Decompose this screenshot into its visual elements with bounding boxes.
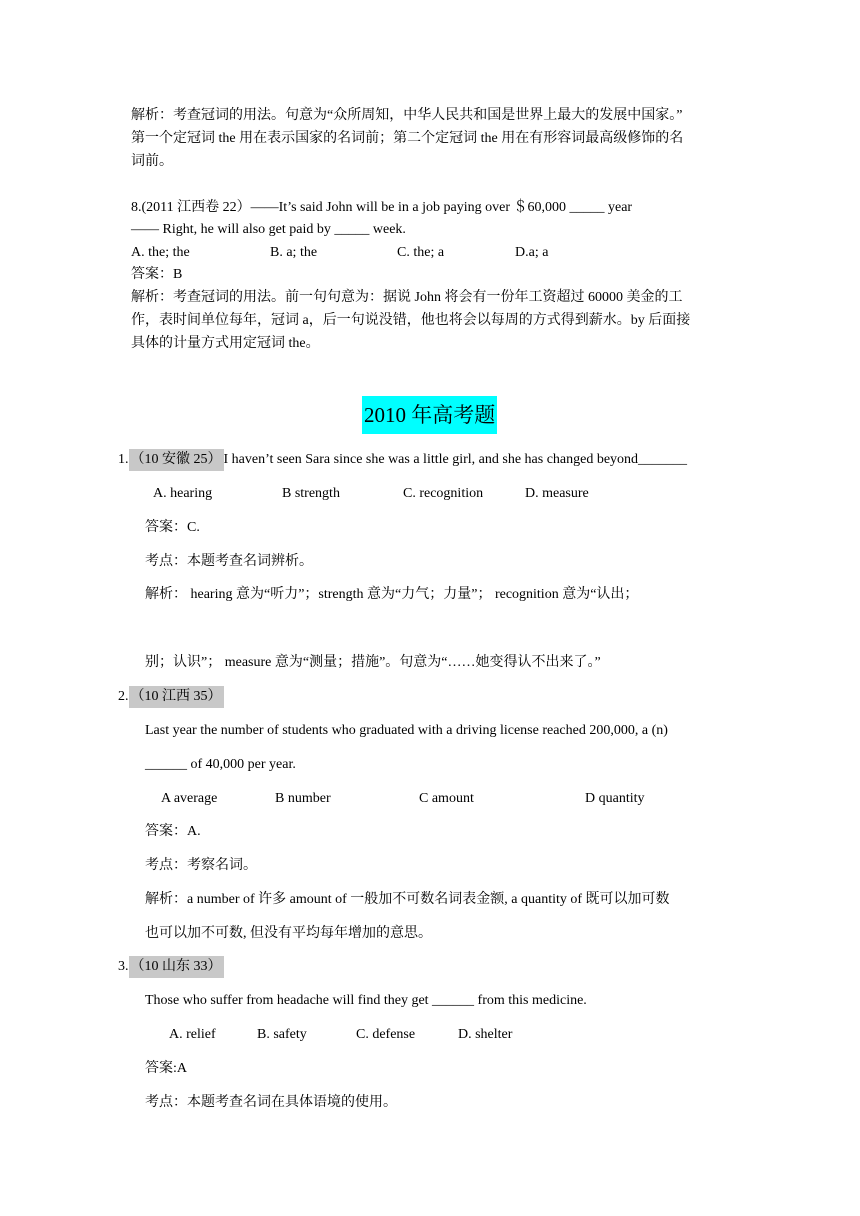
q3-option-a: A. relief: [169, 1027, 216, 1042]
q2-point: 考点：考察名词。: [145, 858, 257, 873]
q1-option-b: B strength: [282, 486, 340, 501]
q3-option-c: C. defense: [356, 1027, 416, 1042]
q1-analysis-line: 解析： hearing 意为“听力”；strength 意为“力气；力量”； recognition 意为“认出；: [145, 587, 639, 602]
q2-head-line: [118, 687, 224, 707]
q8-analysis-line: 解析：考查冠词的用法。前一句句意为：据说 John 将会有一份年工资超过 60000 美金的工: [131, 290, 683, 305]
q8-analysis-line: 作，表时间单位每年，冠词 a，后一句说没错，他也将会以每周的方式得到薪水。by 后面接: [131, 313, 691, 328]
analysis-line: 解析：考查冠词的用法。句意为“众所周知，中华人民共和国是世界上最大的发展中国家。”: [131, 108, 683, 123]
q1-stem-line: [118, 450, 687, 470]
q8-answer: 答案：B: [131, 267, 183, 282]
q2-number: 2.: [118, 689, 129, 704]
q2-option-a: A average: [161, 791, 218, 806]
q3-stem: Those who suffer from headache will find they get ______ from this medicine.: [145, 993, 587, 1008]
q8-stem: 8.(2011 江西卷 22）——It’s said John will be in a job paying over ＄60,000 _____ year: [131, 200, 633, 215]
q2-answer: 答案：A.: [145, 824, 201, 839]
q3-point: 考点：本题考查名词在具体语境的使用。: [145, 1095, 397, 1110]
q1-number: 1.: [118, 452, 129, 467]
q8-option-b: B. a; the: [270, 245, 318, 260]
q1-option-c: C. recognition: [403, 486, 484, 501]
q1-stem: I haven’t seen Sara since she was a little girl, and she has changed beyond_______: [223, 452, 688, 467]
q3-option-b: B. safety: [257, 1027, 307, 1042]
q2-option-c: C amount: [419, 791, 474, 806]
q2-source-tag: （10 江西 35）: [129, 686, 224, 708]
q2-stem-line: Last year the number of students who graduated with a driving license reached 200,000, a (n): [145, 723, 668, 738]
q3-source-tag: （10 山东 33）: [129, 956, 224, 978]
q3-answer: 答案:A: [145, 1061, 187, 1076]
q2-option-b: B number: [275, 791, 331, 806]
q1-analysis-line: 别；认识”； measure 意为“测量；措施”。句意为“……她变得认不出来了。”: [145, 655, 601, 670]
q8-option-a: A. the; the: [131, 245, 190, 260]
analysis-line: 词前。: [131, 154, 173, 169]
q8-stem-2: —— Right, he will also get paid by _____ week.: [131, 222, 406, 237]
q1-answer: 答案：C.: [145, 520, 200, 535]
q1-source-tag: （10 安徽 25）: [129, 449, 224, 471]
q2-analysis-line: 也可以加不可数, 但没有平均每年增加的意思。: [145, 926, 432, 941]
analysis-line: 第一个定冠词 the 用在表示国家的名词前；第二个定冠词 the 用在有形容词最高级修饰的名: [131, 131, 684, 146]
q8-option-c: C. the; a: [397, 245, 445, 260]
q8-analysis-line: 具体的计量方式用定冠词 the。: [131, 336, 320, 351]
section-title: 2010 年高考题: [362, 396, 497, 434]
q1-point: 考点：本题考查名词辨析。: [145, 554, 313, 569]
q8-option-d: D.a; a: [515, 245, 549, 260]
q3-head-line: [118, 957, 224, 977]
q2-option-d: D quantity: [585, 791, 645, 806]
q3-number: 3.: [118, 959, 129, 974]
q2-stem-line: ______ of 40,000 per year.: [145, 757, 296, 772]
q2-analysis-line: 解析：a number of 许多 amount of 一般加不可数名词表金额, a quantity of 既可以加可数: [145, 892, 670, 907]
q3-option-d: D. shelter: [458, 1027, 513, 1042]
q1-option-a: A. hearing: [153, 486, 213, 501]
q1-option-d: D. measure: [525, 486, 589, 501]
